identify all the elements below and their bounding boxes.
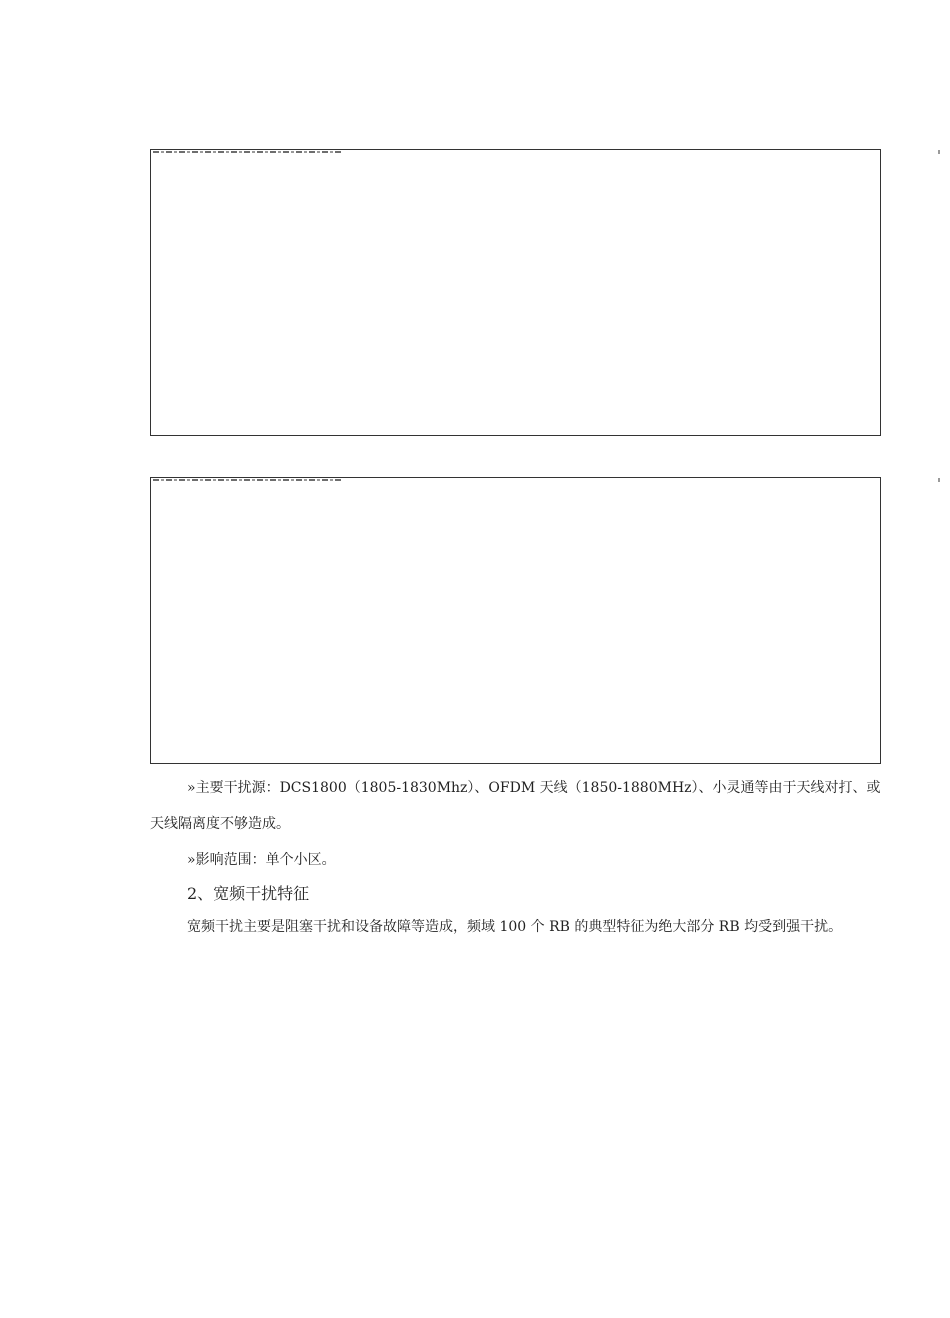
figure-caption-strip	[153, 151, 343, 153]
figure-placeholder-1	[150, 149, 881, 436]
impact-scope-paragraph: »影响范围：单个小区。	[187, 852, 336, 868]
margin-mark	[938, 150, 940, 154]
figure-placeholder-2	[150, 477, 881, 764]
section-heading: 2、宽频干扰特征	[187, 884, 310, 903]
interference-source-paragraph-continued: 天线隔离度不够造成。	[150, 816, 290, 832]
figure-caption-strip	[153, 479, 343, 481]
interference-source-paragraph: »主要干扰源：DCS1800（1805-1830Mhz）、OFDM 天线（1850-1880MHz）、小灵通等由于天线对打、或	[187, 780, 881, 796]
section-body-paragraph: 宽频干扰主要是阻塞干扰和设备故障等造成，频域 100 个 RB 的典型特征为绝大部分 RB 均受到强干扰。	[187, 919, 843, 935]
margin-mark	[938, 478, 940, 482]
